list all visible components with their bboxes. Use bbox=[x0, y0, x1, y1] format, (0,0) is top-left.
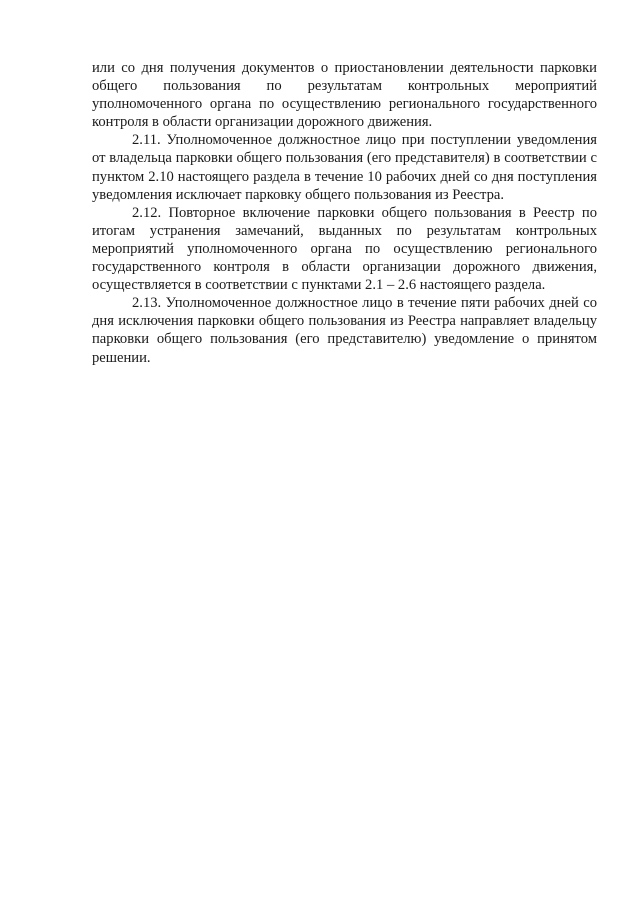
paragraph-2-13: 2.13. Уполномоченное должностное лицо в течение пяти рабочих дней со дня исключения парковки общего пользования из Реестра направляет владельцу парковки общего пользования (его представителю) уведомление о принятом решении. bbox=[92, 295, 597, 366]
paragraph-2-11: 2.11. Уполномоченное должностное лицо при поступлении уведомления от владельца парковки общего пользования (его представителя) в соответствии с пунктом 2.10 настоящего раздела в течение 10 рабочих дней со дня поступления уведомления исключает парковку общего пользования из Реестра. bbox=[92, 132, 597, 203]
document-body bbox=[92, 59, 597, 367]
paragraph-continuation: или со дня получения документов о приостановлении деятельности парковки общего пользования по результатам контрольных мероприятий уполномоченного органа по осуществлению регионального государственного контроля в области организации дорожного движения. bbox=[92, 60, 597, 131]
paragraph-2-12: 2.12. Повторное включение парковки общего пользования в Реестр по итогам устранения замечаний, выданных по результатам контрольных мероприятий уполномоченного органа по осуществлению регионального государственного контроля в области организации дорожного движения, осуществляется в соответствии с пунктами 2.1 – 2.6 настоящего раздела. bbox=[92, 204, 597, 294]
